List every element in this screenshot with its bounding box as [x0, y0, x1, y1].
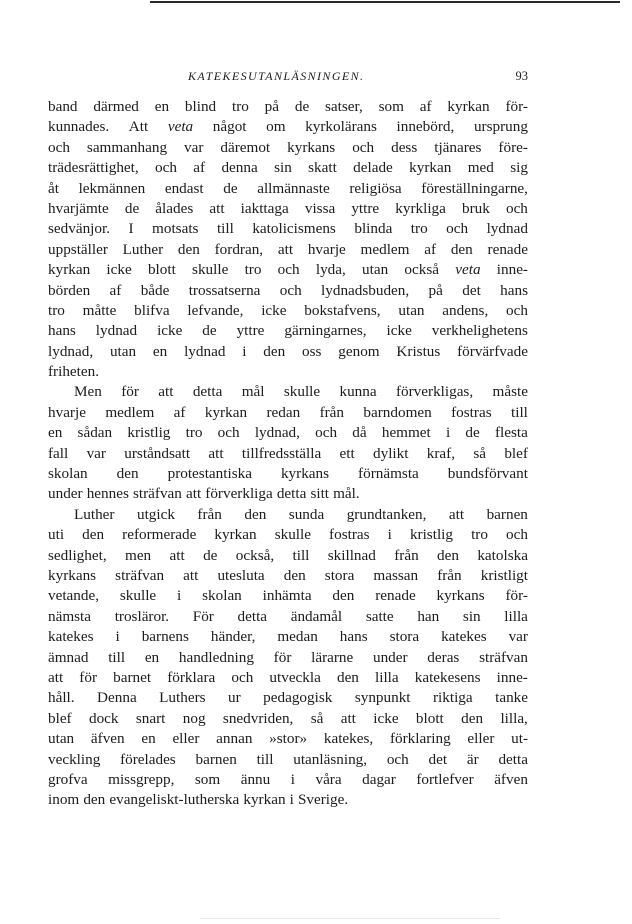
text-line: kunnades. Att veta något om kyrkolärans innebörd, ursprung	[48, 118, 528, 136]
text-line: uppställer Luther den fordran, att hvarje medlem af den renade	[48, 240, 528, 258]
text-line: ämnad till en handledning för lärarne under deras sträfvan	[48, 648, 528, 666]
running-head	[48, 69, 528, 89]
text-line: Men för att detta mål skulle kunna förverkligas, måste	[74, 383, 528, 401]
text-line: blef dock snart nog snedvriden, så att icke blott den lilla,	[48, 709, 528, 727]
text-line: en sådan kristlig tro och lydnad, och då hemmet i de flesta	[48, 424, 528, 442]
text-line: veckling förelades barnen till utanläsning, och det är detta	[48, 750, 528, 768]
text-line: nämsta trosläror. För detta ändamål satte han sin lilla	[48, 607, 528, 625]
text-line: vetande, skulle i skolan inhämta den renade kyrkans för-	[48, 587, 528, 605]
text-line: utan äfven en eller annan »stor» katekes, förklaring eller ut-	[48, 730, 528, 748]
text-line: trädesrättighet, och af denna sin skatt delade kyrkan med sig	[48, 159, 528, 177]
text-line: fall var urståndsatt att tillfredsställa ett dylikt kraf, så blef	[48, 444, 528, 462]
running-title: KATEKESUTANLÄSNINGEN.	[188, 69, 365, 83]
text-line: kyrkan icke blott skulle tro och lyda, utan också veta inne-	[48, 261, 528, 279]
text-line: börden af både trossatserna och lydnadsbuden, på det hans	[48, 281, 528, 299]
text-line: sedlighet, men att de också, till skillnad från den katolska	[48, 546, 528, 564]
text-line: att för barnet förklara och utveckla den lilla katekesens inne-	[48, 668, 528, 686]
text-line: håll. Denna Luthers ur pedagogisk synpunkt riktiga tanke	[48, 689, 528, 707]
text-line: katekes i barnens händer, medan hans stora katekes var	[48, 628, 528, 646]
text-line: hans lydnad icke de yttre gärningarnes, icke verkhelighetens	[48, 322, 528, 340]
text-line: uti den reformerade kyrkan skulle fostras i kristlig tro och	[48, 526, 528, 544]
text-line: kyrkans sträfvan att utesluta den stora massan från kristligt	[48, 566, 528, 584]
text-line: friheten.	[48, 363, 100, 381]
text-line: band därmed en blind tro på de satser, som af kyrkan för-	[48, 98, 528, 115]
text-line: inom den evangeliskt-lutherska kyrkan i Sverige.	[48, 791, 349, 809]
text-line: lydnad, utan en lydnad i den oss genom Kristus förvärfvade	[48, 342, 528, 360]
text-line: och sammanhang var däremot kyrkans och dess tjänares före-	[48, 138, 528, 156]
text-line: grofva missgrepp, som ännu i våra dagar fortlefver äfven	[48, 770, 528, 788]
body-text	[48, 97, 528, 811]
text-line: skolan den protestantiska kyrkans förnämsta bundsförvant	[48, 465, 528, 483]
text-line: under hennes sträfvan att förverkliga detta sitt mål.	[48, 485, 360, 503]
text-line: hvarjämte de ålades att iakttaga vissa yttre kyrkliga bruk och	[48, 199, 528, 217]
page-number: 93	[515, 69, 528, 83]
text-line: tro måtte blifva lefvande, icke bokstafvens, utan andens, och	[48, 301, 528, 319]
text-line: åt lekmännen endast de allmännaste religiösa föreställningarne,	[48, 179, 528, 197]
text-line: sedvänjor. I motsats till katolicismens blinda tro och lydnad	[48, 220, 528, 238]
text-line: hvarje medlem af kyrkan redan från barndomen fostras till	[48, 403, 528, 421]
text-line: Luther utgick från den sunda grundtanken, att barnen	[74, 505, 528, 523]
top-rule	[150, 1, 620, 3]
bottom-rule	[200, 918, 500, 919]
